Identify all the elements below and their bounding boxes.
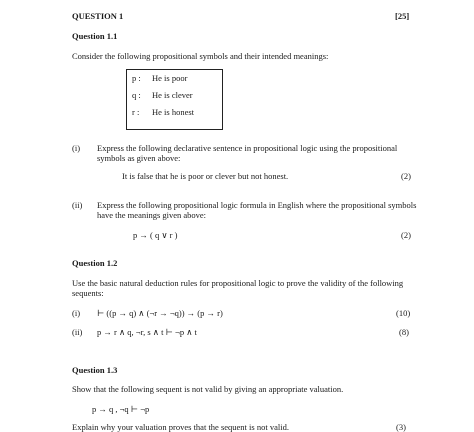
q12-ii-marks: (8) bbox=[399, 327, 409, 337]
symbol-row-q bbox=[132, 90, 193, 100]
q11-intro: Consider the following propositional symbols and their intended meanings: bbox=[72, 51, 329, 61]
q11-i-sentence: It is false that he is poor or clever but not honest. bbox=[122, 171, 289, 181]
q12-intro: Use the basic natural deduction rules for propositional logic to prove the validity of the following sequents: bbox=[72, 278, 404, 298]
symbol-row-p bbox=[132, 73, 187, 83]
symbol-q: q : bbox=[132, 90, 141, 100]
symbol-table bbox=[126, 69, 223, 130]
q12-ii-number: (ii) bbox=[72, 327, 83, 337]
q13-heading: Question 1.3 bbox=[72, 365, 118, 375]
q12-i-number: (i) bbox=[72, 308, 81, 318]
q11-ii-formula: p → ( q ∨ r ) bbox=[133, 230, 178, 240]
question-title: QUESTION 1 bbox=[72, 11, 124, 21]
symbol-r: r : bbox=[132, 107, 140, 117]
q13-explain: Explain why your valuation proves that the sequent is not valid. bbox=[72, 422, 289, 432]
symbol-row-r bbox=[132, 107, 194, 117]
meaning-r: He is honest bbox=[152, 107, 195, 117]
q12-heading: Question 1.2 bbox=[72, 258, 118, 268]
q11-i-marks: (2) bbox=[401, 171, 411, 181]
q12-i-formula: ⊢ ((p → q) ∧ (¬r → ¬q)) → (p → r) bbox=[97, 308, 223, 318]
q12-ii-formula: p → r ∧ q, ¬r, s ∧ t ⊢ ¬p ∧ t bbox=[97, 327, 197, 337]
q11-heading: Question 1.1 bbox=[72, 31, 118, 41]
meaning-q: He is clever bbox=[152, 90, 193, 100]
q11-i-text: Express the following declarative sentence in propositional logic using the propositional symbols as given above: bbox=[97, 143, 398, 163]
q11-ii-marks: (2) bbox=[401, 230, 411, 240]
q13-formula: p → q , ¬q ⊢ ¬p bbox=[92, 404, 150, 414]
q11-i-number: (i) bbox=[72, 143, 81, 153]
q13-intro: Show that the following sequent is not valid by giving an appropriate valuation. bbox=[72, 384, 344, 394]
total-marks: [25] bbox=[395, 11, 410, 21]
symbol-p: p : bbox=[132, 73, 141, 83]
q11-ii-text: Express the following propositional logic formula in English where the propositional symbols have the meanings given above: bbox=[97, 200, 417, 220]
q13-marks: (3) bbox=[396, 422, 406, 432]
q11-ii-number: (ii) bbox=[72, 200, 83, 210]
q12-i-marks: (10) bbox=[396, 308, 411, 318]
meaning-p: He is poor bbox=[152, 73, 188, 83]
